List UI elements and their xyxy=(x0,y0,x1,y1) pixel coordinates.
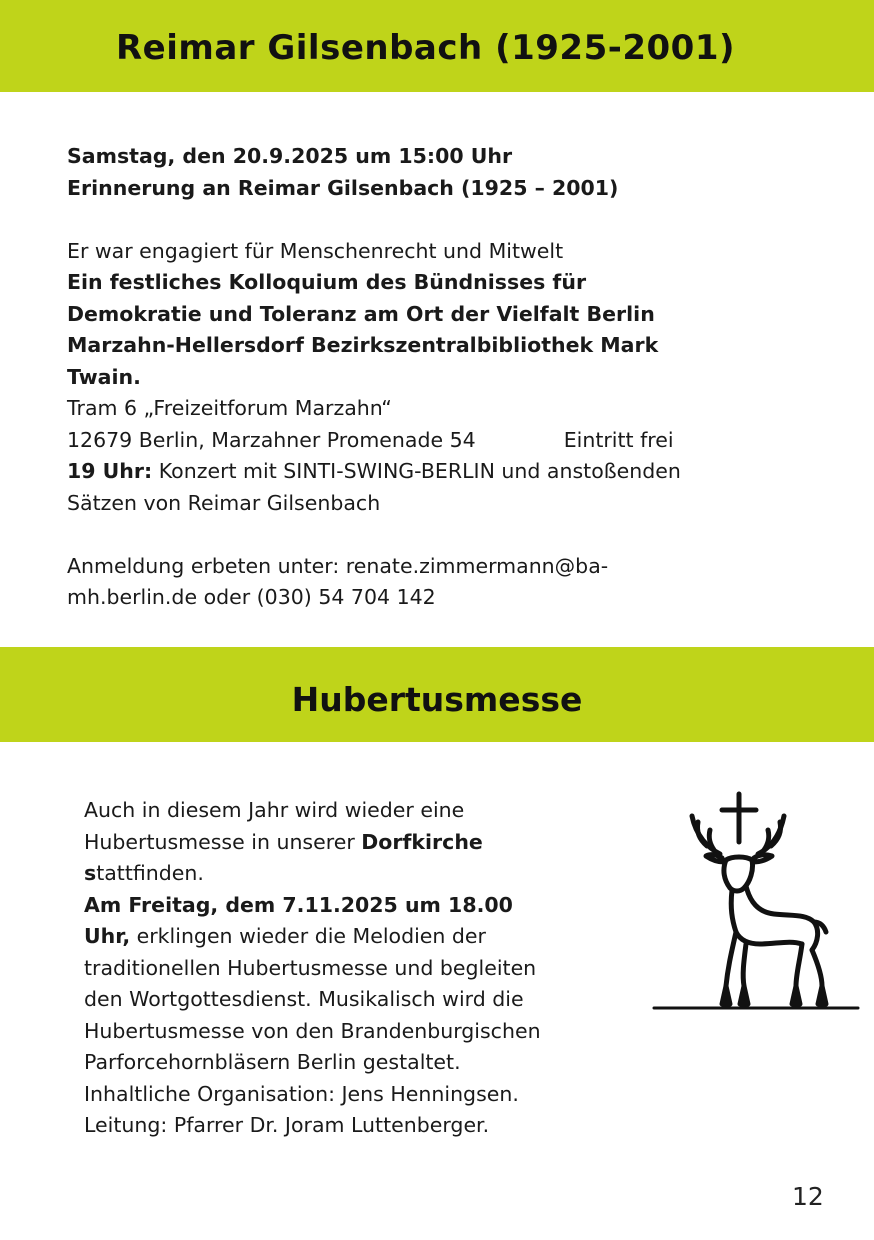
colloquium-line: Twain. xyxy=(67,364,141,389)
concert-line xyxy=(67,456,827,488)
hubertus-text: tattfinden. xyxy=(96,861,204,885)
tram-info: Tram 6 „Freizeitforum Marzahn“ xyxy=(67,396,392,420)
hubertus-line: Auch in diesem Jahr wird wieder eine xyxy=(84,798,465,822)
hubertus-bold: Dorfkirche xyxy=(361,829,483,854)
hubertus-text: Hubertusmesse in unserer xyxy=(84,829,362,854)
hubertus-bold: Uhr, xyxy=(84,924,131,948)
hubertus-line: Parforcehornbläsern Berlin gestaltet. xyxy=(84,1050,461,1074)
header-band-gilsenbach xyxy=(0,0,874,92)
colloquium-line: Demokratie und Toleranz am Ort der Vielfalt Berlin xyxy=(67,301,655,326)
hubertus-line: Inhaltliche Organisation: Jens Henningsen. xyxy=(84,1081,519,1106)
hubertus-date: Am Freitag, dem 7.11.2025 um 18.00 xyxy=(84,892,513,917)
section-title-hubertusmesse: Hubertusmesse xyxy=(291,680,583,719)
section-hubertusmesse xyxy=(84,795,624,1142)
hubertus-line xyxy=(84,921,624,953)
colloquium-line: Ein festliches Kolloquium des Bündnisses für xyxy=(67,270,587,294)
hubertus-line xyxy=(84,827,624,859)
hubertus-line: den Wortgottesdienst. Musikalisch wird die xyxy=(84,987,524,1011)
entry-free: Eintritt frei xyxy=(563,427,674,452)
address-line xyxy=(67,425,827,457)
hubertus-line: traditionellen Hubertusmesse und begleiten xyxy=(84,955,537,980)
hubertus-text: erklingen wieder die Melodien der xyxy=(130,924,486,948)
registration-line: Anmeldung erbeten unter: renate.zimmermann@ba- xyxy=(67,553,609,578)
section-gilsenbach xyxy=(67,141,827,614)
header-band-hubertusmesse xyxy=(0,647,874,742)
concert-continuation: Sätzen von Reimar Gilsenbach xyxy=(67,490,381,515)
stag-with-cross-icon xyxy=(650,790,862,1015)
colloquium-line: Marzahn-Hellersdorf Bezirkszentralbibliothek Mark xyxy=(67,333,659,357)
page-number: 12 xyxy=(792,1182,824,1211)
hubertus-line: Leitung: Pfarrer Dr. Joram Luttenberger. xyxy=(84,1113,490,1137)
hubertus-bold: s xyxy=(84,861,97,885)
intro-text: Er war engagiert für Menschenrecht und Mitwelt xyxy=(67,238,564,263)
hubertus-line: Hubertusmesse von den Brandenburgischen xyxy=(84,1018,541,1043)
section-title-gilsenbach: Reimar Gilsenbach (1925-2001) xyxy=(116,28,736,68)
event-date: Samstag, den 20.9.2025 um 15:00 Uhr xyxy=(67,144,513,168)
concert-time: 19 Uhr: xyxy=(67,459,153,483)
hubertus-line xyxy=(84,858,624,890)
concert-text: Konzert mit SINTI-SWING-BERLIN und anstoßenden xyxy=(152,459,681,483)
registration-line: mh.berlin.de oder (030) 54 704 142 xyxy=(67,585,436,609)
address: 12679 Berlin, Marzahner Promenade 54 xyxy=(67,427,476,452)
event-subtitle: Erinnerung an Reimar Gilsenbach (1925 – 2001) xyxy=(67,175,619,200)
